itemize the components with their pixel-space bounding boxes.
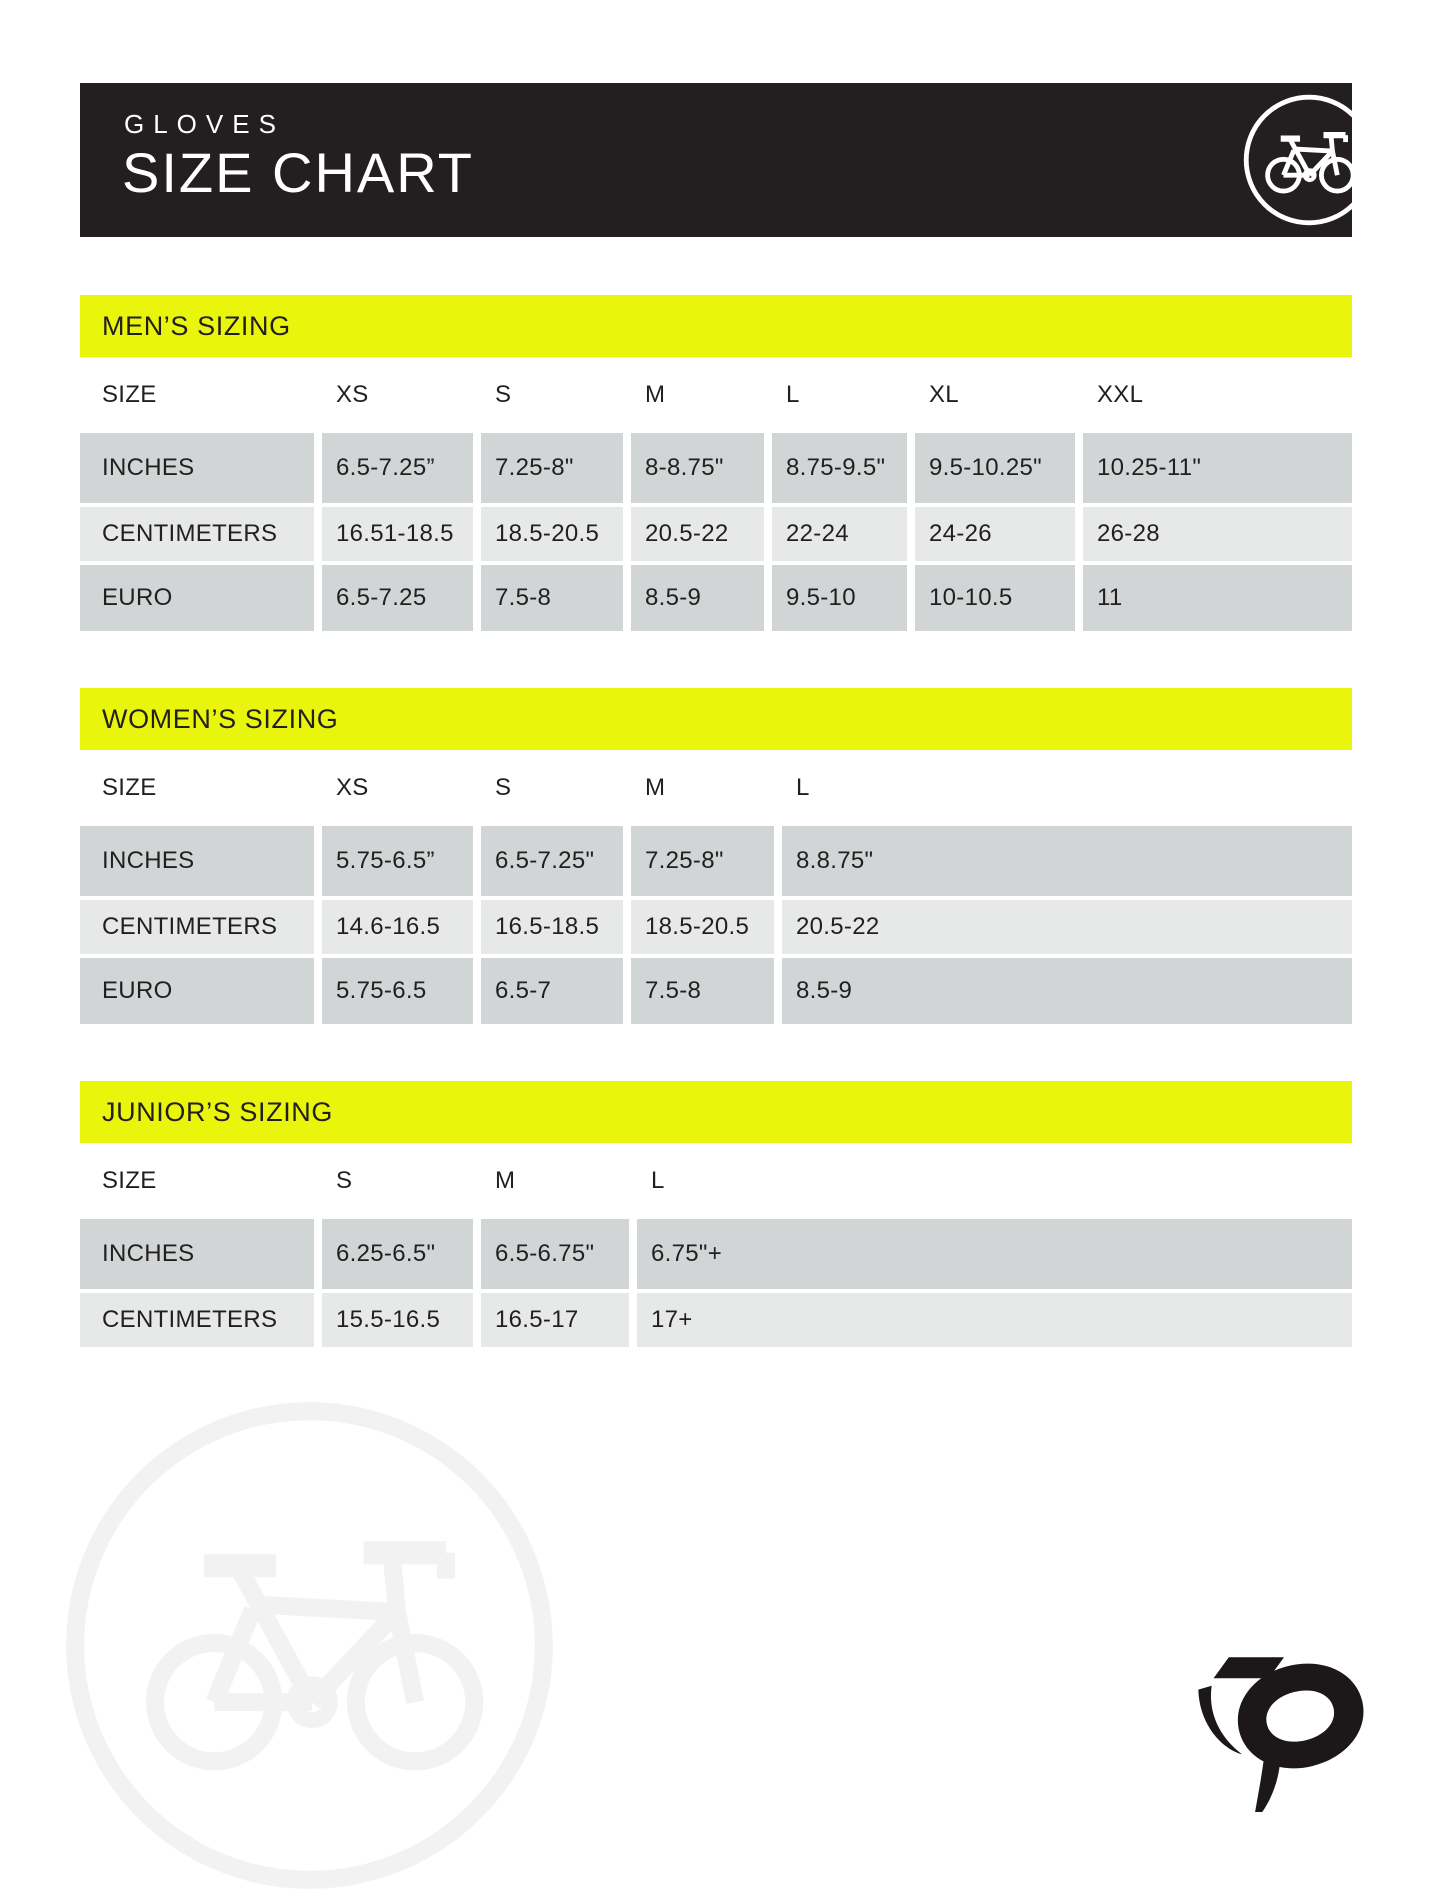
section-heading: WOMEN’S SIZING [80, 688, 1352, 750]
column-header: M [645, 774, 666, 801]
table-row-centimeters [80, 900, 1352, 954]
header-bar [80, 83, 1352, 237]
column-header: XS [336, 381, 369, 408]
cell: 16.5-17 [481, 1293, 629, 1347]
column-header-row [80, 357, 1352, 433]
column-header: M [495, 1167, 516, 1194]
header-kicker: GLOVES [124, 109, 285, 139]
column-header: M [645, 381, 666, 408]
cell: 15.5-16.5 [322, 1293, 473, 1347]
section-heading: JUNIOR’S SIZING [80, 1081, 1352, 1143]
cell: 18.5-20.5 [631, 900, 774, 954]
size-column-header: SIZE [102, 1167, 157, 1194]
size-chart-sections [80, 295, 1352, 1351]
table-row-inches [80, 1219, 1352, 1289]
column-header: XL [929, 381, 959, 408]
cell: 6.5-7 [481, 958, 623, 1024]
cell: 24-26 [915, 507, 1075, 561]
table-row-euro [80, 565, 1352, 631]
column-header-row [80, 750, 1352, 826]
pearl-izumi-logo [1185, 1642, 1385, 1820]
bicycle-icon [1240, 91, 1352, 229]
cell: 7.5-8 [481, 565, 623, 631]
cell: 26-28 [1083, 507, 1352, 561]
section-juniors-sizing [80, 1081, 1352, 1347]
table-row-euro [80, 958, 1352, 1024]
row-label: INCHES [80, 433, 314, 503]
row-label: INCHES [80, 826, 314, 896]
cell: 20.5-22 [631, 507, 764, 561]
cell: 6.5-7.25" [481, 826, 623, 896]
table-row-inches [80, 433, 1352, 503]
cell: 5.75-6.5 [322, 958, 473, 1024]
column-header: L [651, 1167, 665, 1194]
cell: 6.5-6.75" [481, 1219, 629, 1289]
cell: 7.25-8" [631, 826, 774, 896]
cell: 6.25-6.5" [322, 1219, 473, 1289]
cell: 6.5-7.25” [322, 433, 473, 503]
section-womens-sizing [80, 688, 1352, 1024]
cell: 14.6-16.5 [322, 900, 473, 954]
section-mens-sizing [80, 295, 1352, 631]
column-header: L [796, 774, 810, 801]
cell: 22-24 [772, 507, 907, 561]
cell: 17+ [637, 1293, 1352, 1347]
column-header: S [336, 1167, 353, 1194]
size-column-header: SIZE [102, 381, 157, 408]
row-label: EURO [80, 565, 314, 631]
cell: 8.5-9 [782, 958, 1352, 1024]
column-header: XS [336, 774, 369, 801]
cell: 6.5-7.25 [322, 565, 473, 631]
cell: 16.51-18.5 [322, 507, 473, 561]
row-label: EURO [80, 958, 314, 1024]
cell: 11 [1083, 565, 1352, 631]
cell: 8-8.75" [631, 433, 764, 503]
cell: 9.5-10.25" [915, 433, 1075, 503]
cell: 8.8.75" [782, 826, 1352, 896]
cell: 8.75-9.5" [772, 433, 907, 503]
column-header: L [786, 381, 800, 408]
column-header-row [80, 1143, 1352, 1219]
cell: 10-10.5 [915, 565, 1075, 631]
column-header: S [495, 381, 512, 408]
table-row-centimeters [80, 1293, 1352, 1347]
cell: 6.75"+ [637, 1219, 1352, 1289]
cell: 5.75-6.5” [322, 826, 473, 896]
cell: 7.5-8 [631, 958, 774, 1024]
row-label: CENTIMETERS [80, 507, 314, 561]
cell: 10.25-11" [1083, 433, 1352, 503]
section-heading: MEN’S SIZING [80, 295, 1352, 357]
cell: 8.5-9 [631, 565, 764, 631]
cell: 7.25-8" [481, 433, 623, 503]
row-label: INCHES [80, 1219, 314, 1289]
table-row-inches [80, 826, 1352, 896]
bicycle-watermark [52, 1388, 567, 1903]
cell: 18.5-20.5 [481, 507, 623, 561]
cell: 16.5-18.5 [481, 900, 623, 954]
cell: 20.5-22 [782, 900, 1352, 954]
column-header: S [495, 774, 512, 801]
row-label: CENTIMETERS [80, 1293, 314, 1347]
column-header: XXL [1097, 381, 1144, 408]
cell: 9.5-10 [772, 565, 907, 631]
row-label: CENTIMETERS [80, 900, 314, 954]
size-column-header: SIZE [102, 774, 157, 801]
table-row-centimeters [80, 507, 1352, 561]
page-title: SIZE CHART [122, 141, 474, 204]
